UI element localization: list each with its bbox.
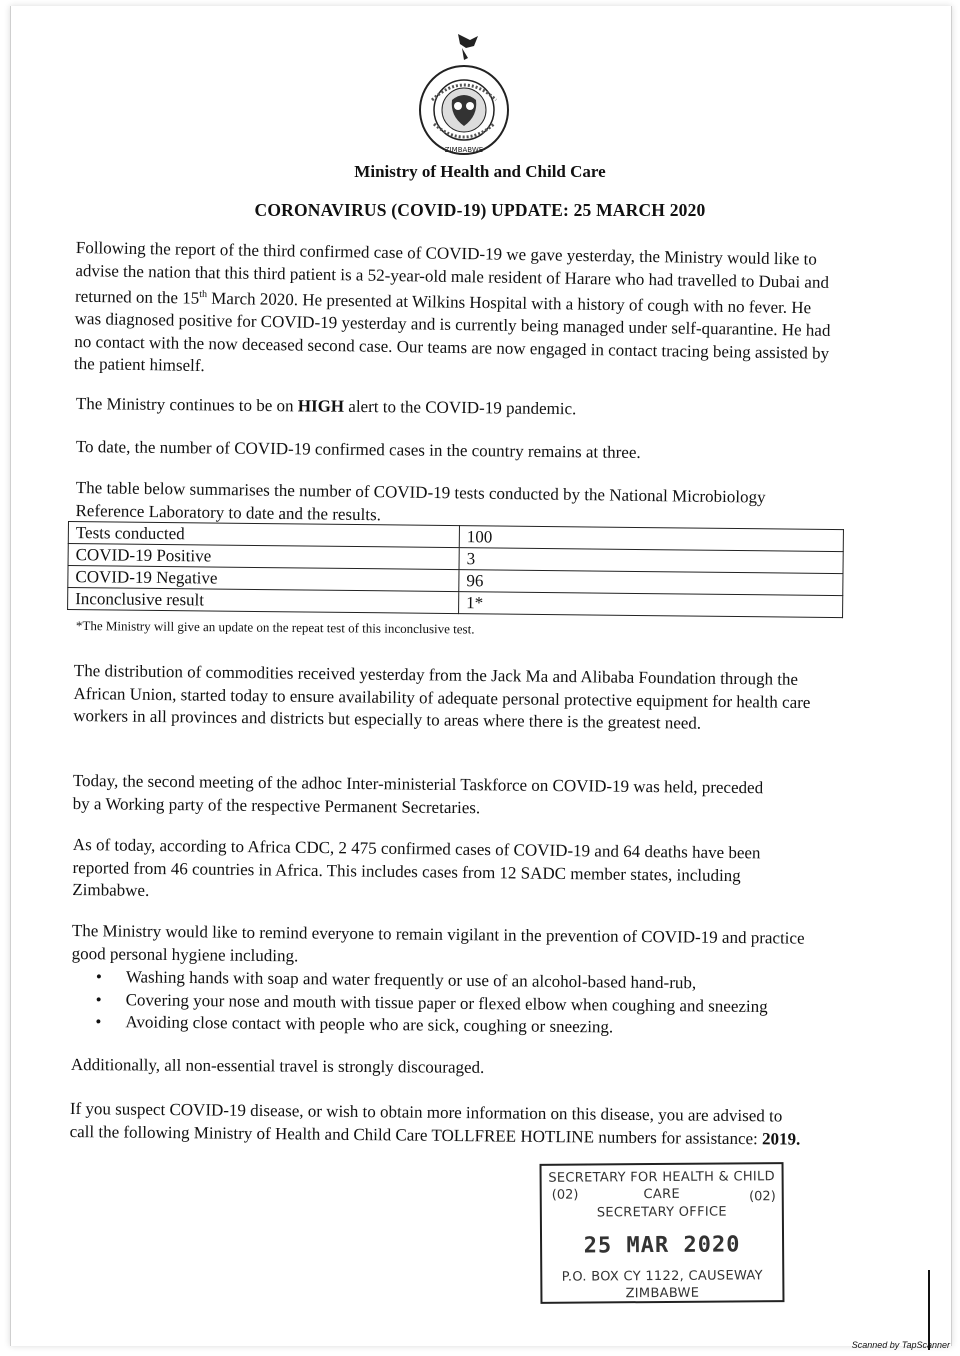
scanner-watermark: Scanned by TapScanner <box>851 1340 950 1350</box>
signature-mark <box>928 1270 930 1350</box>
paragraph-hotline <box>70 1098 810 1151</box>
ministry-seal <box>408 30 520 160</box>
paragraph-text: The Ministry continues to be on <box>75 393 298 416</box>
ministry-heading: Ministry of Health and Child Care <box>354 162 606 181</box>
table-cell-value: 1* <box>459 592 843 618</box>
hygiene-list <box>95 966 776 1041</box>
tests-table <box>67 521 844 618</box>
list-item-text: Covering your nose and mouth with tissue paper or flexed elbow when coughing and sneezing <box>125 989 768 1016</box>
superscript: th <box>199 288 208 301</box>
paragraph-text: alert to the COVID-19 pandemic. <box>343 396 577 419</box>
bullet-icon: • <box>95 1011 102 1032</box>
stamp-code-right: (02) <box>749 1189 776 1205</box>
paragraph-text: If you suspect COVID-19 disease, or wish to obtain more information on this disease, you are advised to call the following Ministry of Health and Child Care TOLLFREE HOTLINE numbers for assistance: <box>69 1099 783 1148</box>
office-stamp <box>540 1162 785 1304</box>
list-item-text: Washing hands with soap and water frequently or use of an alcohol-based hand-rub, <box>125 967 697 993</box>
hotline-number: 2019. <box>761 1128 801 1149</box>
bullet-icon: • <box>95 989 102 1009</box>
stamp-line: SECRETARY FOR HEALTH & CHILD <box>548 1169 775 1186</box>
travel-advisory: Additionally, all non-essential travel is strongly discouraged. <box>70 1055 485 1077</box>
paragraph-africa-cdc: As of today, according to Africa CDC, 2 475 confirmed cases of COVID-19 and 64 deaths have been reported from 46 countries in Africa. This includes cases from 12 SADC member states, including Zimbabwe. <box>72 834 761 900</box>
table-cell-label: Inconclusive result <box>68 588 459 614</box>
bold-text: HIGH <box>297 396 345 416</box>
paragraph-text: March 2020. He presented at Wilkins Hospital with a history of cough with no fever. He was diagnosed positive for COVID-19 yesterday and is currently being managed under self-quarantine. He had no contact with the now deceased second case. Our teams are now engaged in contact tracing being assisted by the patient himself. <box>73 288 831 376</box>
svg-text:ZIMBABWE: ZIMBABWE <box>444 146 484 154</box>
stamp-line: CARE <box>643 1186 680 1203</box>
document-title: CORONAVIRUS (COVID-19) UPDATE: 25 MARCH 2020 <box>254 200 706 220</box>
stamp-date: 25 MAR 2020 <box>583 1232 741 1259</box>
stamp-line: ZIMBABWE <box>625 1285 700 1302</box>
table-cell-value: 96 <box>459 570 843 596</box>
stamp-line: P.O. BOX CY 1122, CAUSEWAY <box>561 1268 763 1285</box>
list-item-text: Avoiding close contact with people who are sick, coughing or sneezing. <box>125 1012 614 1037</box>
stamp-code-left: (02) <box>551 1187 579 1203</box>
table-cell-label: Tests conducted <box>68 522 459 548</box>
bullet-icon: • <box>95 966 102 987</box>
paragraph-third-case <box>74 237 836 388</box>
table-cell-label: COVID-19 Positive <box>68 544 459 570</box>
table-cell-value: 3 <box>459 548 843 574</box>
table-footnote: *The Ministry will give an update on the repeat test of this inconclusive test. <box>75 618 475 637</box>
paragraph-commodities: The distribution of commodities received yesterday from the Jack Ma and Alibaba Foundation through the African Union, started today to ensure availability of adequate personal protective equipment for health care workers in all provinces and districts but especially to areas where there is the greatest need. <box>73 660 811 733</box>
paragraph-case-count: To date, the number of COVID-19 confirmed cases in the country remains at three. <box>75 436 641 462</box>
paragraph-hygiene: The Ministry would like to remind everyone to remain vigilant in the prevention of COVID-19 and practice good personal hygiene including. <box>71 920 805 965</box>
stamp-line: SECRETARY OFFICE <box>596 1204 727 1221</box>
paragraph-table-intro: The table below summarises the number of COVID-19 tests conducted by the National Microbiology Reference Laboratory to date and the results. <box>75 477 766 524</box>
table-cell-label: COVID-19 Negative <box>68 566 459 592</box>
paragraph-text: Following the report of the third confirmed case of COVID-19 we gave yesterday, the Ministry would like to advise the nation that this third patient is a 52-year-old male resident of Harare who had travelled to Dubai and returned on the 15 <box>74 237 830 308</box>
table-cell-value: 100 <box>459 526 843 552</box>
paragraph-taskforce: Today, the second meeting of the adhoc Inter-ministerial Taskforce on COVID-19 was held, preceded by a Working party of the respective Permanent Secretaries. <box>72 770 764 817</box>
